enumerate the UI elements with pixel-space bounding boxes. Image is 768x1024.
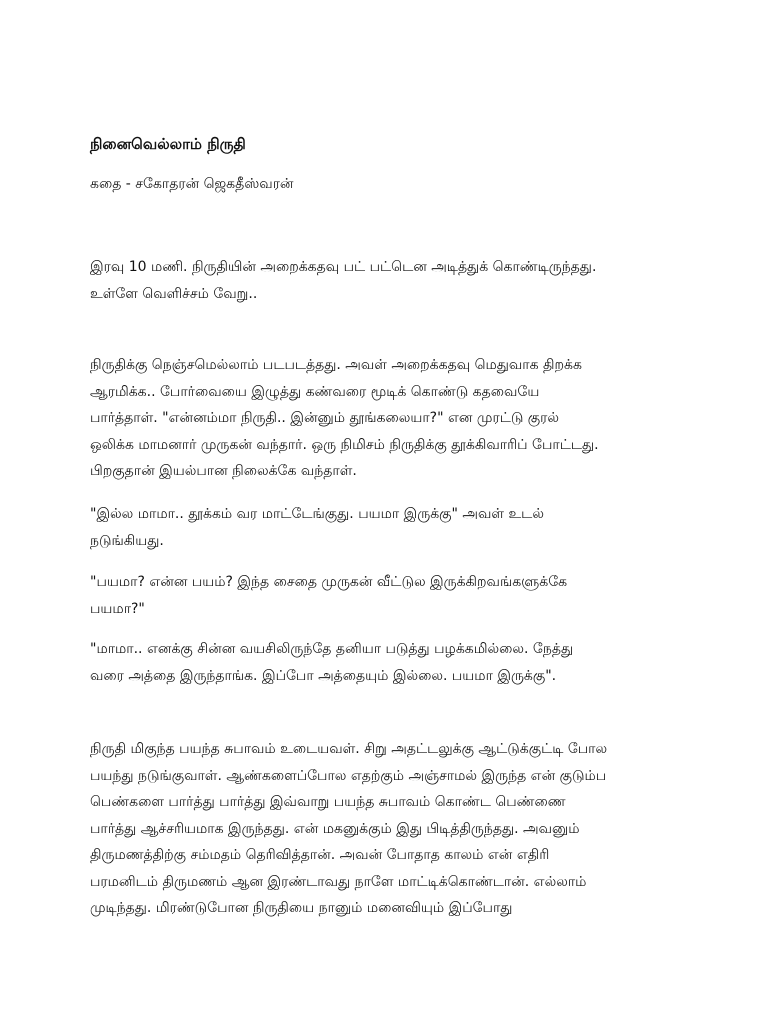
paragraph-line: ஒலிக்க மாமனார் முருகன் வந்தார். ஒரு நிமிசம் நிருதிக்கு தூக்கிவாரிப் போட்டது. xyxy=(90,436,599,453)
paragraph-6 xyxy=(90,736,690,922)
paragraph-5 xyxy=(90,636,690,689)
paragraph-line: "மாமா.. எனக்கு சின்ன வயசிலிருந்தே தனியா படுத்து பழக்கமில்லை. நேத்து xyxy=(90,641,574,657)
paragraph-line: பரமனிடம் திருமணம் ஆன இரண்டாவது நாளே மாட்டிக்கொண்டான். எல்லாம் xyxy=(90,873,587,890)
paragraph-line: முடிந்தது. மிரண்டுபோன நிருதியை நானும் மனைவியும் இப்போது xyxy=(90,900,513,916)
story-byline: கதை - சகோதரன் ஜெகதீஸ்வரன் xyxy=(90,176,294,192)
paragraph-line: பயமா?" xyxy=(90,600,145,617)
paragraph-line: இரவு 10 மணி. நிருதியின் அறைக்கதவு பட் பட்டென அடித்துக் கொண்டிருந்தது. xyxy=(90,259,597,275)
paragraph-line: "இல்ல மாமா.. தூக்கம் வர மாட்டேங்குது. பயமா இருக்கு" அவள் உடல் xyxy=(90,506,544,522)
paragraph-line: திருமணத்திற்கு சம்மதம் தெரிவித்தான். அவன் போதாத காலம் என் எதிரி xyxy=(90,847,550,863)
story-title: நினைவெல்லாம் நிருதி xyxy=(90,135,246,153)
paragraph-line: பார்த்து ஆச்சரியமாக இருந்தது. என் மகனுக்கும் இது பிடித்திருந்தது. அவனும் xyxy=(90,820,580,837)
paragraph-line: ஆரமிக்க.. போர்வையை இழுத்து கண்வரை மூடிக் கொண்டு கதவையே xyxy=(90,383,540,400)
paragraph-line: "பயமா? என்ன பயம்? இந்த சைதை முருகன் வீட்டுல இருக்கிறவங்களுக்கே xyxy=(90,574,568,590)
paragraph-3 xyxy=(90,501,690,554)
paragraph-line: வரை அத்தை இருந்தாங்க. இப்போ அத்தையும் இல்லை. பயமா இருக்கு". xyxy=(90,667,557,684)
paragraph-1 xyxy=(90,254,690,307)
paragraph-line: பயந்து நடுங்குவாள். ஆண்களைப்போல எதற்கும் அஞ்சாமல் இருந்த என் குடும்ப xyxy=(90,767,607,784)
paragraph-line: பார்த்தாள். "என்னம்மா நிருதி.. இன்னும் தூங்கலையா?" என முரட்டு குரல் xyxy=(90,410,559,426)
paragraph-2 xyxy=(90,352,690,485)
paragraph-4 xyxy=(90,569,690,622)
paragraph-line: நிருதிக்கு நெஞ்சமெல்லாம் படபடத்தது. அவள் அறைக்கதவு மெதுவாக திறக்க xyxy=(90,357,582,373)
paragraph-line: உள்ளே வெளிச்சம் வேறு.. xyxy=(90,285,258,302)
paragraph-line: பிறகுதான் இயல்பான நிலைக்கே வந்தாள். xyxy=(90,463,357,479)
paragraph-line: நடுங்கியது. xyxy=(90,532,164,549)
paragraph-line: பெண்களை பார்த்து பார்த்து இவ்வாறு பயந்த சுபாவம் கொண்ட பெண்ணை xyxy=(90,794,566,810)
paragraph-line: நிருதி மிகுந்த பயந்த சுபாவம் உடையவள். சிறு அதட்டலுக்கு ஆட்டுக்குட்டி போல xyxy=(90,741,608,757)
